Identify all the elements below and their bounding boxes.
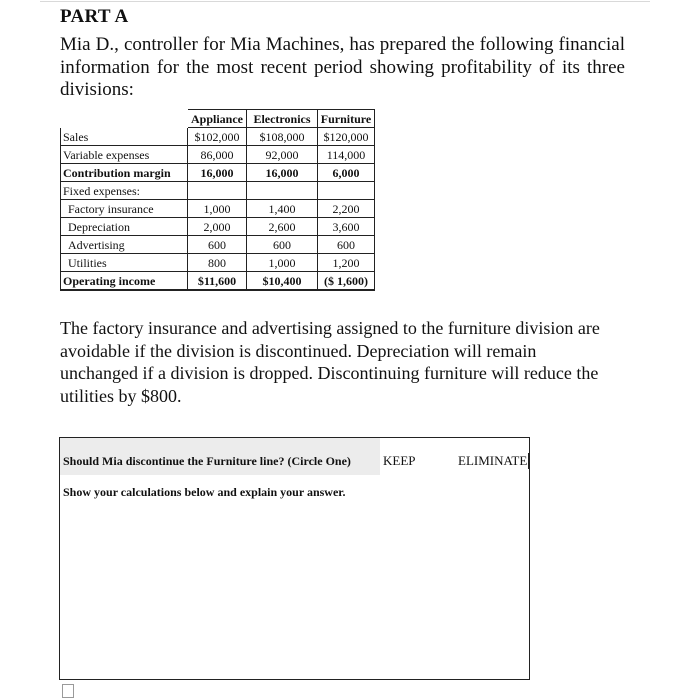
cell-appliance: 86,000 [188, 146, 247, 164]
calculation-instruction: Show your calculations below and explain your answer. [63, 485, 346, 499]
cell-appliance [188, 182, 247, 200]
table-row [61, 272, 375, 291]
intro-paragraph: Mia D., controller for Mia Machines, has prepared the following financial information for the most recent period showing profitability of its three divisions: [60, 34, 625, 100]
row-label: Contribution margin [61, 164, 188, 182]
table-row [61, 146, 375, 164]
cell-furniture: 600 [318, 236, 375, 254]
cell-furniture [318, 182, 375, 200]
table-row [61, 128, 375, 146]
column-header-furniture: Furniture [318, 110, 375, 128]
cell-appliance: 2,000 [188, 218, 247, 236]
row-label: Factory insurance [61, 200, 188, 218]
cell-electronics: 600 [247, 236, 318, 254]
financial-table [60, 109, 375, 291]
answer-box[interactable] [59, 437, 530, 680]
table-row [61, 236, 375, 254]
top-divider [40, 1, 650, 2]
row-label: Depreciation [61, 218, 188, 236]
cell-electronics: 16,000 [247, 164, 318, 182]
cell-appliance: $102,000 [188, 128, 247, 146]
column-header-appliance: Appliance [188, 110, 247, 128]
cell-furniture: 114,000 [318, 146, 375, 164]
cell-electronics: $10,400 [247, 272, 318, 291]
table-row [61, 218, 375, 236]
row-label: Utilities [61, 254, 188, 272]
question-text: Should Mia discontinue the Furniture line? (Circle One) [63, 454, 351, 468]
table-row [61, 182, 375, 200]
narrative-paragraph: The factory insurance and advertising assigned to the furniture division are avoidable if the division is discontinued. Depreciation will remain unchanged if a division is dropped. Discontinuing furniture will reduce the utilities by $800. [60, 318, 600, 406]
row-label: Operating income [61, 272, 188, 291]
table-row [61, 164, 375, 182]
keep-option[interactable]: KEEP [383, 453, 416, 468]
cell-furniture: 1,200 [318, 254, 375, 272]
header-spacer [61, 110, 188, 128]
cell-electronics: 1,400 [247, 200, 318, 218]
cell-electronics: 1,000 [247, 254, 318, 272]
cell-appliance: $11,600 [188, 272, 247, 291]
cell-appliance: 600 [188, 236, 247, 254]
cell-furniture: 6,000 [318, 164, 375, 182]
checkbox-icon[interactable] [62, 684, 74, 698]
cell-electronics [247, 182, 318, 200]
cell-appliance: 16,000 [188, 164, 247, 182]
table-row [61, 200, 375, 218]
row-label: Sales [61, 128, 188, 146]
cell-furniture: 3,600 [318, 218, 375, 236]
cell-electronics: $108,000 [247, 128, 318, 146]
table-row [61, 254, 375, 272]
cell-appliance: 1,000 [188, 200, 247, 218]
row-label: Fixed expenses: [61, 182, 188, 200]
cell-furniture: ($ 1,600) [318, 272, 375, 291]
eliminate-option[interactable]: ELIMINATE [458, 453, 528, 468]
cell-furniture: $120,000 [318, 128, 375, 146]
cell-furniture: 2,200 [318, 200, 375, 218]
section-heading: PART A [60, 6, 129, 27]
column-header-electronics: Electronics [247, 110, 318, 128]
row-label: Variable expenses [61, 146, 188, 164]
cell-electronics: 92,000 [247, 146, 318, 164]
cell-appliance: 800 [188, 254, 247, 272]
table-header-row [61, 110, 375, 128]
cell-electronics: 2,600 [247, 218, 318, 236]
row-label: Advertising [61, 236, 188, 254]
